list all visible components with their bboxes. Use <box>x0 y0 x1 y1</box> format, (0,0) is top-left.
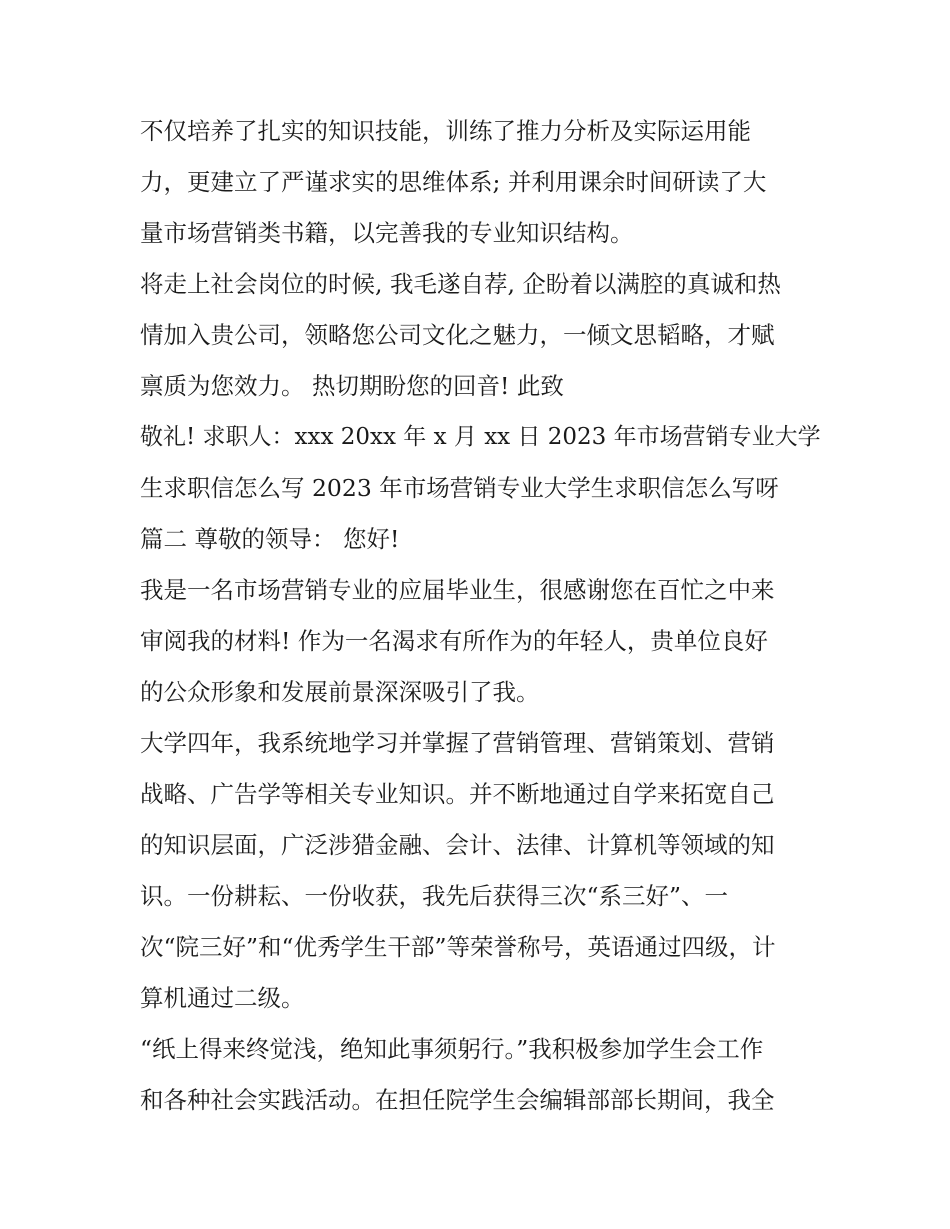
text-line: 和各种社会实践活动。在担任院学生会编辑部部长期间，我全 <box>140 1086 775 1114</box>
text-line: 禀质为您效力。 热切期盼您的回音! 此致 <box>140 372 564 400</box>
text-line: 审阅我的材料! 作为一名渴求有所作为的年轻人，贵单位良好 <box>140 627 768 655</box>
text-line: 的公众形象和发展前景深深吸引了我。 <box>140 678 540 706</box>
text-line: 生求职信怎么写 2023 年市场营销专业大学生求职信怎么写呀 <box>140 474 779 502</box>
text-line: 篇二 尊敬的领导： 您好! <box>140 525 400 553</box>
text-line: 不仅培养了扎实的知识技能，训练了推力分析及实际运用能 <box>140 117 751 145</box>
document-body <box>140 106 830 1126</box>
text-line: 的知识层面，广泛涉猎金融、会计、法律、计算机等领域的知 <box>140 831 775 859</box>
text-line: 力，更建立了严谨求实的思维体系; 并利用课余时间研读了大 <box>140 168 767 196</box>
text-line: 将走上社会岗位的时候, 我毛遂自荐, 企盼着以满腔的真诚和热 <box>140 270 781 298</box>
text-line: 识。一份耕耘、一份收获，我先后获得三次“系三好”、一 <box>140 882 729 910</box>
text-line: “纸上得来终觉浅，绝知此事须躬行。”我积极参加学生会工作 <box>140 1035 764 1063</box>
text-line: 量市场营销类书籍，以完善我的专业知识结构。 <box>140 219 634 247</box>
text-line: 我是一名市场营销专业的应届毕业生，很感谢您在百忙之中来 <box>140 576 775 604</box>
text-line: 战略、广告学等相关专业知识。并不断地通过自学来拓宽自己 <box>140 780 775 808</box>
text-line: 算机通过二级。 <box>140 984 305 1012</box>
text-line: 次“院三好”和“优秀学生干部”等荣誉称号，英语通过四级，计 <box>140 933 776 961</box>
text-line: 大学四年，我系统地学习并掌握了营销管理、营销策划、营销 <box>140 729 775 757</box>
text-line: 敬礼! 求职人：xxx 20xx 年 x 月 xx 日 2023 年市场营销专业大学 <box>140 424 821 450</box>
text-line: 情加入贵公司，领略您公司文化之魅力，一倾文思韬略，才赋 <box>140 321 775 349</box>
